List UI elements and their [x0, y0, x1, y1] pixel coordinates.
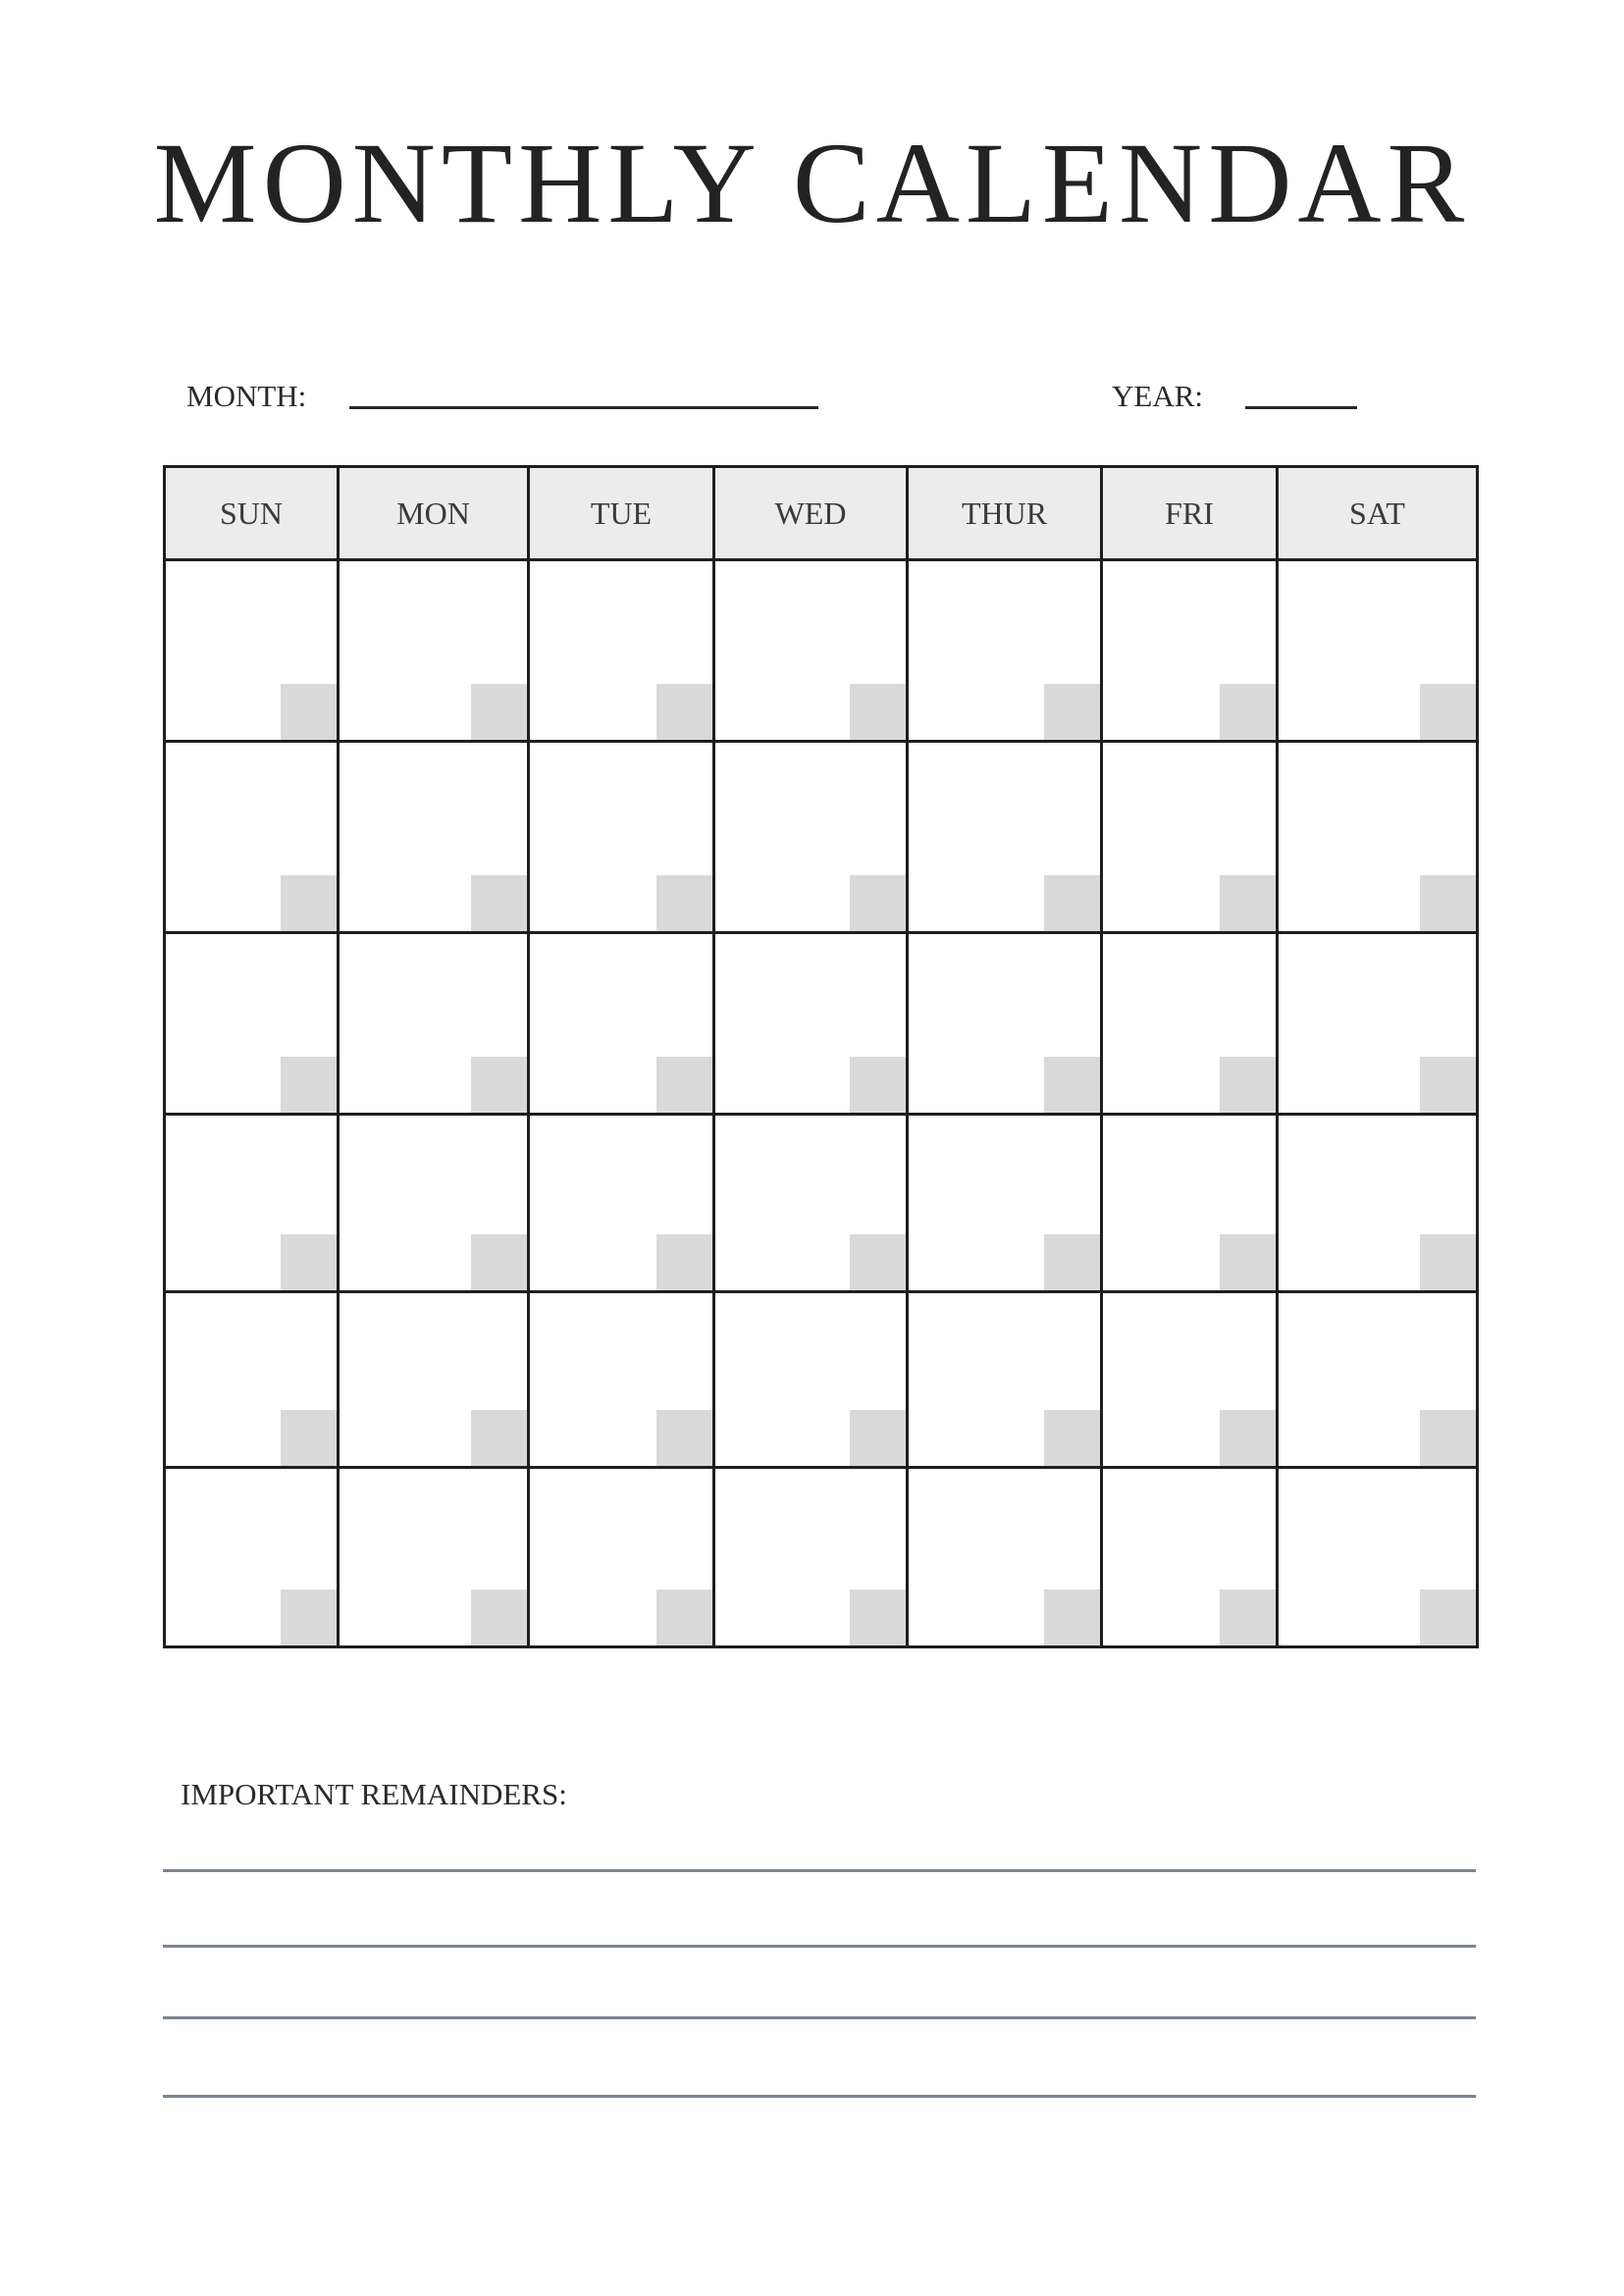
week-row — [165, 560, 1478, 742]
date-number-box[interactable] — [1420, 1057, 1476, 1113]
date-number-box[interactable] — [1044, 1057, 1100, 1113]
week-row — [165, 933, 1478, 1115]
day-cell[interactable] — [1278, 1292, 1478, 1468]
day-cell[interactable] — [529, 560, 714, 742]
day-header-mon: MON — [339, 467, 529, 560]
date-number-box[interactable] — [281, 684, 337, 740]
day-cell[interactable] — [1102, 1468, 1278, 1647]
day-cell[interactable] — [1278, 933, 1478, 1115]
date-number-box[interactable] — [471, 875, 527, 931]
day-header-tue: TUE — [529, 467, 714, 560]
date-number-box[interactable] — [281, 1234, 337, 1290]
day-cell[interactable] — [908, 1115, 1102, 1292]
date-number-box[interactable] — [1044, 875, 1100, 931]
date-number-box[interactable] — [1220, 1234, 1276, 1290]
day-cell[interactable] — [714, 560, 908, 742]
page-title: MONTHLY CALENDAR — [153, 119, 1471, 247]
day-header-thur: THUR — [908, 467, 1102, 560]
date-number-box[interactable] — [1420, 1590, 1476, 1645]
date-number-box[interactable] — [471, 1410, 527, 1466]
date-number-box[interactable] — [281, 1057, 337, 1113]
year-field[interactable] — [1245, 406, 1357, 409]
reminder-line[interactable] — [163, 1869, 1476, 1872]
day-cell[interactable] — [714, 1292, 908, 1468]
day-cell[interactable] — [714, 1468, 908, 1647]
date-number-box[interactable] — [281, 1590, 337, 1645]
day-cell[interactable] — [529, 1292, 714, 1468]
day-cell[interactable] — [908, 742, 1102, 933]
date-number-box[interactable] — [850, 684, 906, 740]
day-cell[interactable] — [529, 1115, 714, 1292]
day-cell[interactable] — [1102, 560, 1278, 742]
day-cell[interactable] — [1102, 742, 1278, 933]
day-cell[interactable] — [908, 933, 1102, 1115]
calendar-grid — [163, 465, 1479, 1648]
day-cell[interactable] — [339, 1115, 529, 1292]
reminder-line[interactable] — [163, 2016, 1476, 2019]
date-number-box[interactable] — [850, 1410, 906, 1466]
year-label: YEAR: — [1112, 379, 1203, 413]
date-number-box[interactable] — [1420, 1234, 1476, 1290]
day-cell[interactable] — [529, 933, 714, 1115]
date-number-box[interactable] — [1044, 684, 1100, 740]
day-cell[interactable] — [1278, 1468, 1478, 1647]
week-row — [165, 1292, 1478, 1468]
date-number-box[interactable] — [1044, 1590, 1100, 1645]
date-number-box[interactable] — [1220, 1410, 1276, 1466]
date-number-box[interactable] — [656, 1410, 712, 1466]
day-cell[interactable] — [339, 1292, 529, 1468]
day-header-sun: SUN — [165, 467, 339, 560]
date-number-box[interactable] — [1220, 1590, 1276, 1645]
date-number-box[interactable] — [850, 1234, 906, 1290]
week-row — [165, 1115, 1478, 1292]
date-number-box[interactable] — [656, 684, 712, 740]
date-number-box[interactable] — [1220, 1057, 1276, 1113]
date-number-box[interactable] — [471, 684, 527, 740]
day-header-fri: FRI — [1102, 467, 1278, 560]
day-cell[interactable] — [1102, 933, 1278, 1115]
day-cell[interactable] — [165, 1115, 339, 1292]
date-number-box[interactable] — [1420, 684, 1476, 740]
day-cell[interactable] — [908, 1468, 1102, 1647]
day-cell[interactable] — [1278, 560, 1478, 742]
date-number-box[interactable] — [471, 1234, 527, 1290]
date-number-box[interactable] — [850, 875, 906, 931]
date-number-box[interactable] — [1220, 684, 1276, 740]
day-cell[interactable] — [165, 560, 339, 742]
date-number-box[interactable] — [656, 1057, 712, 1113]
date-number-box[interactable] — [850, 1590, 906, 1645]
day-cell[interactable] — [339, 560, 529, 742]
month-field[interactable] — [349, 406, 818, 409]
day-cell[interactable] — [165, 933, 339, 1115]
day-cell[interactable] — [908, 1292, 1102, 1468]
day-cell[interactable] — [165, 1468, 339, 1647]
date-number-box[interactable] — [281, 1410, 337, 1466]
date-number-box[interactable] — [656, 875, 712, 931]
week-row — [165, 742, 1478, 933]
date-number-box[interactable] — [281, 875, 337, 931]
day-header-wed: WED — [714, 467, 908, 560]
date-number-box[interactable] — [1420, 1410, 1476, 1466]
day-cell[interactable] — [1278, 1115, 1478, 1292]
month-label: MONTH: — [186, 379, 307, 413]
day-cell[interactable] — [529, 1468, 714, 1647]
reminder-line[interactable] — [163, 2095, 1476, 2098]
date-number-box[interactable] — [850, 1057, 906, 1113]
calendar-body — [165, 560, 1478, 1647]
date-number-box[interactable] — [1044, 1410, 1100, 1466]
day-cell[interactable] — [714, 742, 908, 933]
date-number-box[interactable] — [656, 1590, 712, 1645]
reminder-line[interactable] — [163, 1945, 1476, 1948]
date-number-box[interactable] — [656, 1234, 712, 1290]
day-cell[interactable] — [339, 1468, 529, 1647]
day-cell[interactable] — [908, 560, 1102, 742]
day-cell[interactable] — [1278, 742, 1478, 933]
date-number-box[interactable] — [471, 1057, 527, 1113]
day-cell[interactable] — [165, 1292, 339, 1468]
date-number-box[interactable] — [1220, 875, 1276, 931]
day-cell[interactable] — [339, 933, 529, 1115]
day-header-sat: SAT — [1278, 467, 1478, 560]
date-number-box[interactable] — [1044, 1234, 1100, 1290]
week-row — [165, 1468, 1478, 1647]
date-number-box[interactable] — [471, 1590, 527, 1645]
day-header-row — [165, 467, 1478, 560]
date-number-box[interactable] — [1420, 875, 1476, 931]
day-cell[interactable] — [1102, 1115, 1278, 1292]
day-cell[interactable] — [714, 1115, 908, 1292]
day-cell[interactable] — [529, 742, 714, 933]
day-cell[interactable] — [1102, 1292, 1278, 1468]
reminders-label: IMPORTANT REMAINDERS: — [181, 1777, 567, 1811]
day-cell[interactable] — [339, 742, 529, 933]
day-cell[interactable] — [714, 933, 908, 1115]
day-cell[interactable] — [165, 742, 339, 933]
